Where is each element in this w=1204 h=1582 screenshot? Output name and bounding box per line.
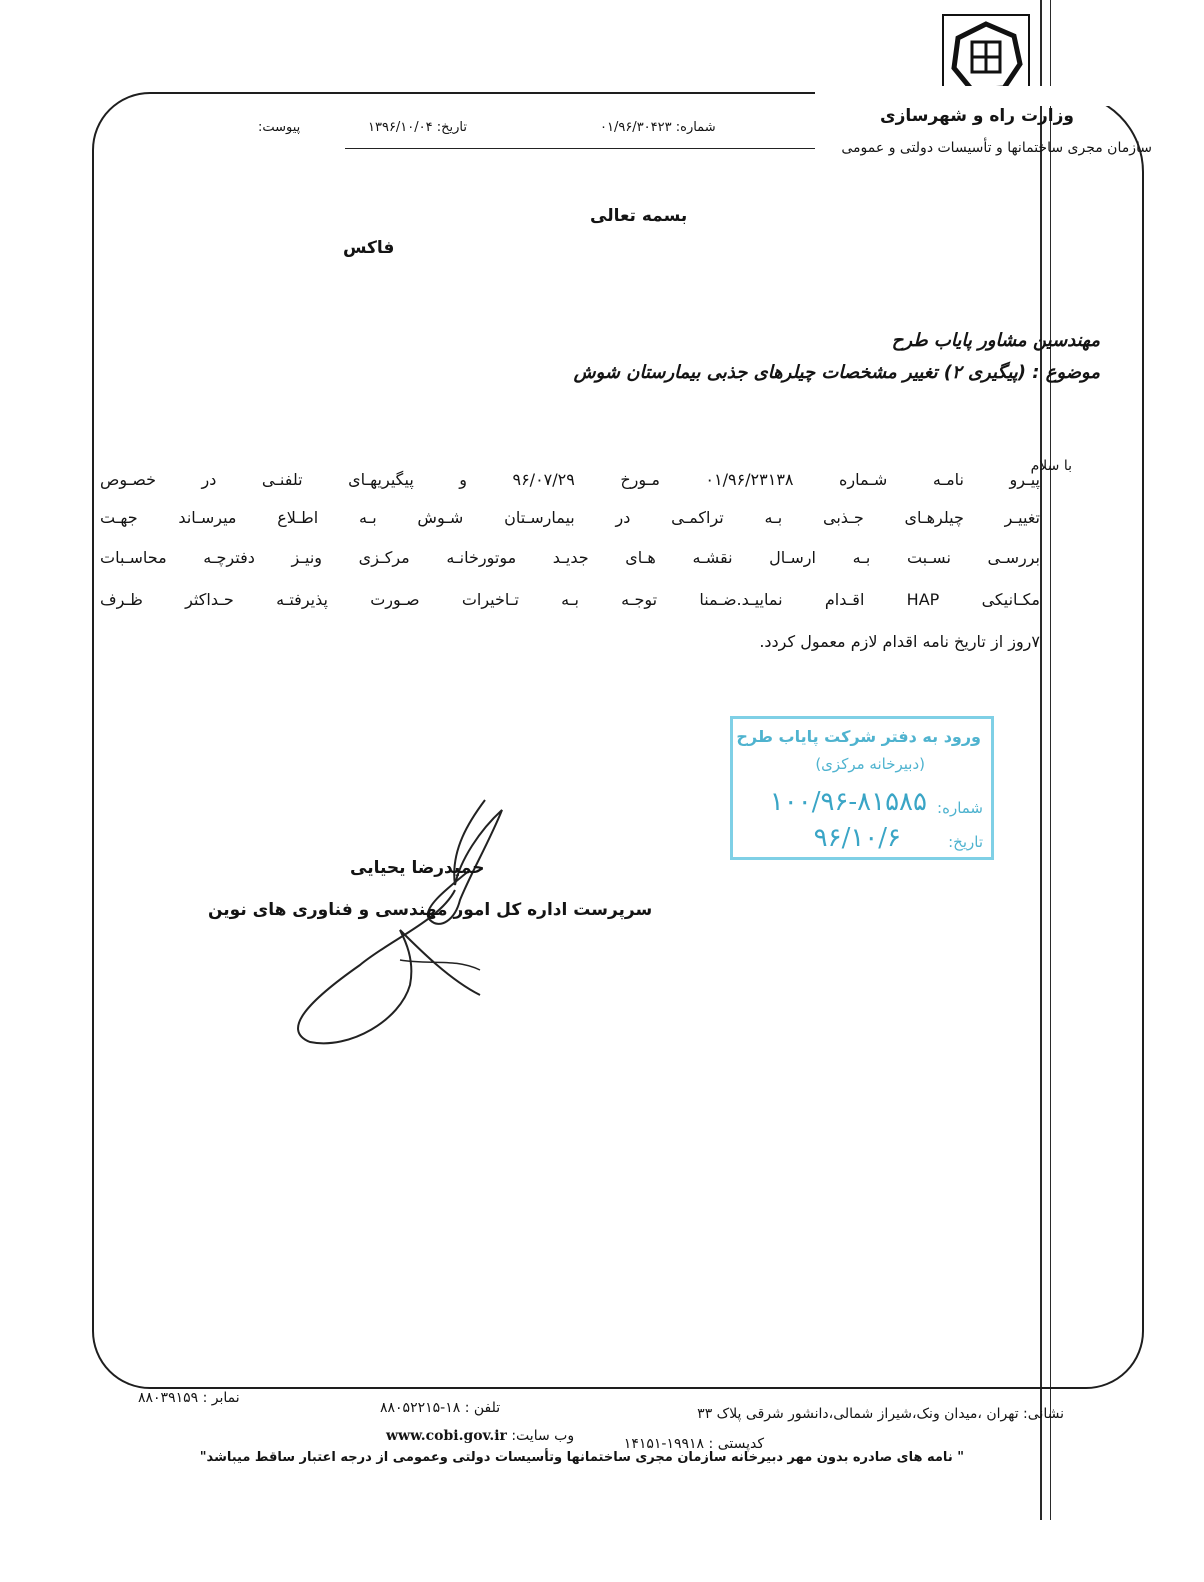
organization-name: سازمان مجری ساختمانها و تأسیسات دولتی و عمومی — [841, 140, 1152, 156]
ministry-name: وزارت راه و شهرسازی — [879, 106, 1074, 126]
body-line: ۷روز از تاریخ نامه اقدام لازم معمول کردد. — [759, 632, 1040, 651]
frame-gap — [815, 86, 1145, 106]
recipient: مهندسین مشاور پایاب طرح — [891, 330, 1100, 351]
letter-date-value: ۱۳۹۶/۱۰/۰۴ — [368, 120, 433, 135]
letter-number-value: ۰۱/۹۶/۳۰۴۲۳ — [600, 120, 672, 135]
letter-date-label: تاریخ: — [436, 120, 468, 135]
footer-fax: نمابر : ۸۸۰۳۹۱۵۹ — [138, 1390, 240, 1406]
footer-address: نشانی: تهران ،میدان ونک،شیراز شمالی،دانشور شرقی پلاک ۳۳ — [697, 1406, 1064, 1422]
signatory-title: سرپرست اداره کل امور مهندسی و فناوری های نوین — [208, 900, 653, 920]
fax-heading: فاکس — [343, 238, 395, 258]
stamp-title: ورود به دفتر شرکت پایاب طرح — [736, 727, 981, 746]
stamp-date-value: ۹۶/۱۰/۶ — [813, 823, 901, 853]
stamp-number-value: ۱۰۰/۹۶-۸۱۵۸۵ — [769, 787, 927, 817]
attachment-label: پیوست: — [258, 120, 301, 135]
footer-phone: تلفن : ۱۸-۸۸۰۵۲۲۱۵ — [380, 1400, 501, 1416]
received-stamp — [730, 716, 994, 860]
basmala: بسمه تعالی — [590, 206, 688, 226]
stamp-date-label: تاریخ: — [948, 833, 983, 851]
footer-disclaimer: " نامه های صادره بدون مهر دبیرخانه سازمان مجری ساختمانها وتأسیسات دولتی وعمومی از درجه اعتبار ساقط میباشد" — [199, 1450, 964, 1465]
body-line: پیـرو نامـه شـماره ۰۱/۹۶/۲۳۱۳۸ مـورخ ۹۶/۰۷/۲۹ و پیگیریهـای تلفنـی در خصـوص — [100, 470, 1041, 489]
signatory-name: حمیدرضا یحیایی — [350, 858, 485, 878]
footer-website-url[interactable]: www.cobi.gov.ir — [386, 1428, 507, 1444]
salutation: با سلام — [1030, 458, 1072, 474]
body-line: مکـانیکی HAP اقـدام نماییـد.ضـمنا توجـه بـه تـاخیرات صـورت پذیرفتـه حـداکثر ظـرف — [100, 590, 1040, 609]
footer-website — [386, 1428, 574, 1444]
body-line: تغییـر چیلرهـای جـذبی بـه تراکمـی در بیمارسـتان شـوش بـه اطـلاع میرسـاند جهـت — [100, 508, 1040, 527]
body-line: بررسـی نسـبت بـه ارسـال نقشـه هـای جدیـد موتورخانـه مرکـزی ونیـز دفترچـه محاسـبات — [100, 548, 1040, 567]
footer-website-label: وب سایت: — [511, 1428, 575, 1444]
stamp-subtitle: (دبیرخانه مرکزی) — [815, 755, 925, 773]
footer-postal-code: کدپستی : ۱۹۹۱۸-۱۴۱۵۱ — [623, 1436, 764, 1452]
letter-number-label: شماره: — [675, 120, 716, 135]
subject: موضوع : (پیگیری ۲) تغییر مشخصات چیلرهای جذبی بیمارستان شوش — [573, 362, 1100, 383]
stamp-number-label: شماره: — [937, 799, 983, 817]
